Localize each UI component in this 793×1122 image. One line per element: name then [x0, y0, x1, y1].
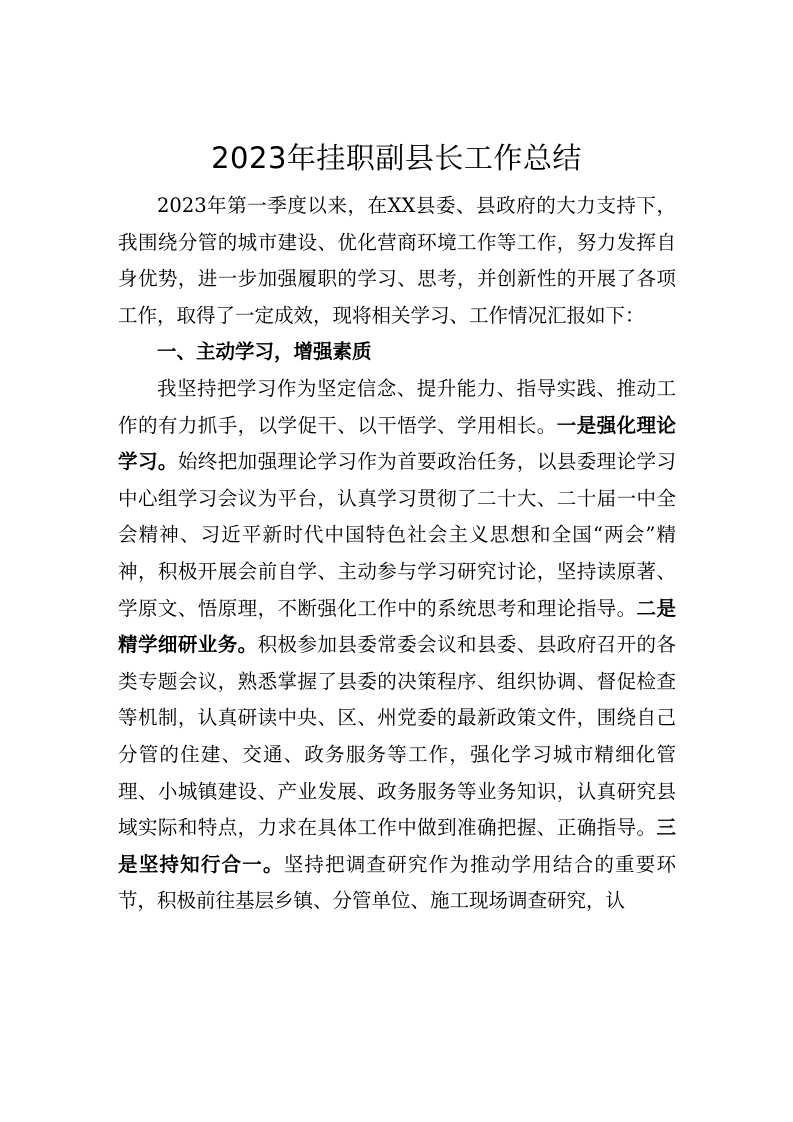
point-3-text: 坚持把调查研究作为推动学用结合的重要环节，积极前往基层乡镇、分管单位、施工现场调查研究，认	[118, 852, 676, 913]
point-2-label: 二是精学细研业务。	[118, 596, 676, 657]
intro-paragraph: 2023年第一季度以来，在XX县委、县政府的大力支持下，我围绕分管的城市建设、优化营商环境工作等工作，努力发挥自身优势，进一步加强履职的学习、思考，并创新性的开展了各项工作，取得了一定成效，现将相关学习、工作情况汇报如下：	[118, 194, 676, 327]
point-1-label: 一是强化理论学习。	[118, 413, 676, 474]
document-body	[118, 188, 676, 920]
section-paragraph	[118, 371, 676, 920]
section-lead-text: 我坚持把学习作为坚定信念、提升能力、指导实践、推动工作的有力抓手，以学促干、以干悟学、学用相长。	[118, 376, 676, 437]
point-3-label: 三是坚持知行合一。	[118, 816, 676, 876]
section-heading: 一、主动学习，增强素质	[157, 340, 372, 364]
point-1-text: 始终把加强理论学习作为首要政治任务，以县委理论学习中心组学习会议为平台，认真学习贯彻了二十大、二十届一中全会精神、习近平新时代中国特色社会主义思想和全国“两会”精神，积极开展会前自学、主动参与学习研究讨论，坚持读原著、学原文、悟原理，不断强化工作中的系统思考和理论指导。	[118, 450, 676, 620]
point-2-text: 积极参加县委常委会议和县委、县政府召开的各类专题会议，熟悉掌握了县委的决策程序、组织协调、督促检查等机制，认真研读中央、区、州党委的最新政策文件，围绕自己分管的住建、交通、政务服务等工作，强化学习城市精细化管理、小城镇建设、产业发展、政务服务等业务知识，认真研究县域实际和特点，力求在具体工作中做到准确把握、正确指导。	[118, 633, 676, 840]
document-title: 2023年挂职副县长工作总结	[211, 141, 582, 175]
